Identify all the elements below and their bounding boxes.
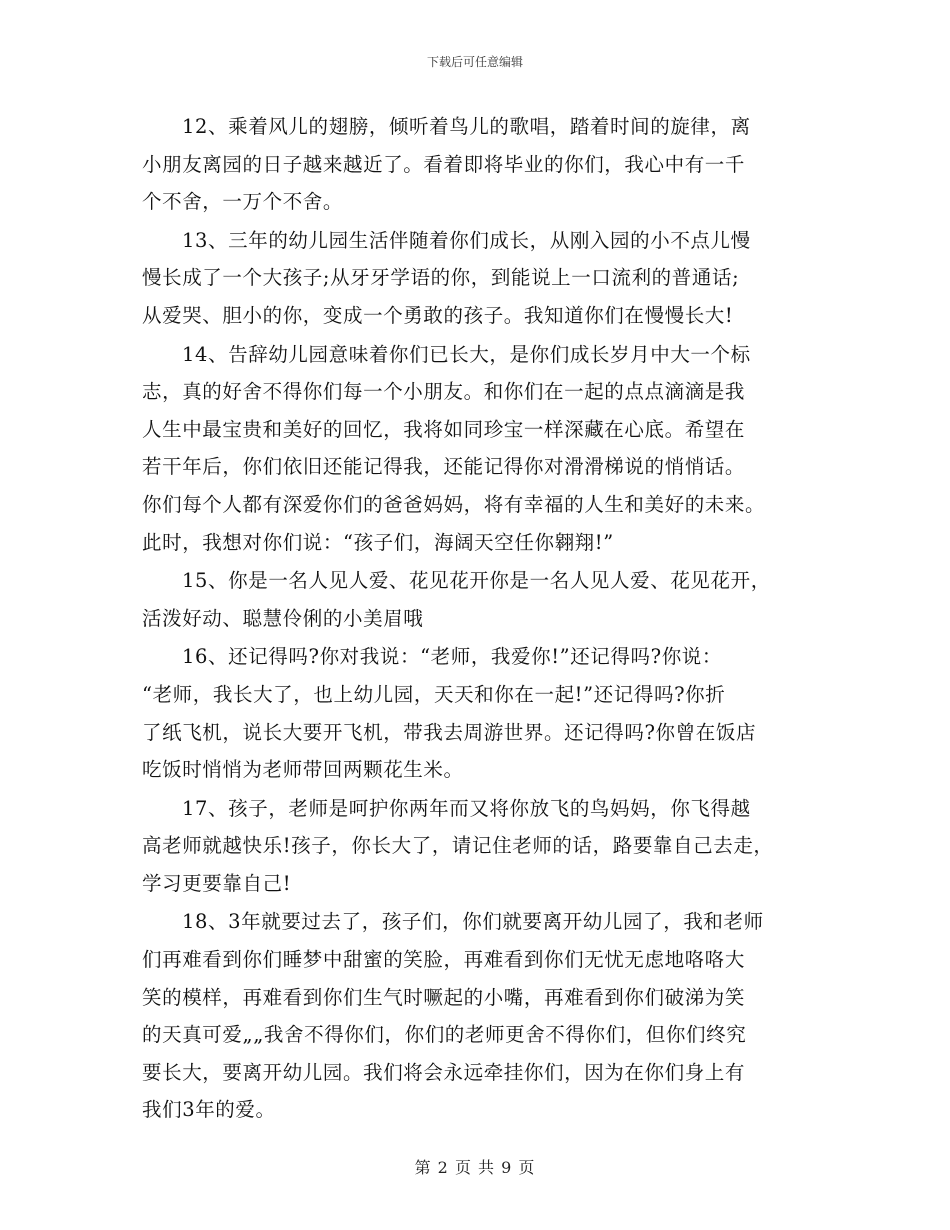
text-line: 人生中最宝贵和美好的回忆，我将如同珍宝一样深藏在心底。希望在 [142, 417, 746, 441]
text-line: 们再难看到你们睡梦中甜蜜的笑脸，再难看到你们无忧无虑地咯咯大 [142, 948, 746, 972]
text-line: 要长大，要离开幼儿园。我们将会永远牵挂你们，因为在你们身上有 [142, 1060, 746, 1084]
text-line: 15、你是一名人见人爱、花见花开你是一名人见人爱、花见花开， [182, 569, 771, 593]
text-line: 活泼好动、聪慧伶俐的小美眉哦 [142, 606, 424, 630]
page-number-footer: 第 2 页 共 9 页 [414, 1158, 536, 1177]
text-line: 慢长成了一个大孩子;从牙牙学语的你，到能说上一口流利的普通话; [142, 266, 740, 290]
text-line: 个不舍，一万个不舍。 [142, 190, 344, 214]
paragraph-18 [142, 903, 822, 1129]
page-header: 下载后可任意编辑 [426, 55, 523, 69]
paragraph-16 [142, 638, 822, 788]
document-body [142, 108, 822, 1130]
text-line: 18、3年就要过去了，孩子们，你们就要离开幼儿园了，我和老师 [182, 910, 764, 934]
paragraph-13 [142, 222, 822, 335]
text-line: 12、乘着风儿的翅膀，倾听着鸟儿的歌唱，踏着时间的旋律，离 [182, 115, 751, 138]
text-line: 小朋友离园的日子越来越近了。看着即将毕业的你们，我心中有一千 [142, 152, 746, 176]
text-line: 16、还记得吗?你对我说：“老师，我爱你!”还记得吗?你说： [182, 645, 722, 669]
text-line: “老师，我长大了，也上幼儿园，天天和你在一起!”还记得吗?你折 [142, 682, 726, 706]
text-line: 吃饭时悄悄为老师带回两颗花生米。 [142, 758, 464, 782]
text-line: 志，真的好舍不得你们每一个小朋友。和你们在一起的点点滴滴是我 [142, 380, 746, 404]
paragraph-15 [142, 562, 822, 637]
text-line: 若干年后，你们依旧还能记得我，还能记得你对滑滑梯说的悄悄话。 [142, 455, 746, 479]
paragraph-14 [142, 336, 822, 562]
paragraph-17 [142, 790, 822, 903]
text-line: 你们每个人都有深爱你们的爸爸妈妈，将有幸福的人生和美好的未来。 [142, 492, 766, 516]
text-line: 此时，我想对你们说：“孩子们，海阔天空任你翱翔!” [142, 530, 614, 554]
text-line: 13、三年的幼儿园生活伴随着你们成长，从刚入园的小不点儿慢 [182, 228, 751, 252]
text-line: 14、告辞幼儿园意味着你们已长大，是你们成长岁月中大一个标 [182, 342, 751, 366]
text-line: 了纸飞机，说长大要开飞机，带我去周游世界。还记得吗?你曾在饭店 [142, 720, 757, 744]
text-line: 我们3年的爱。 [142, 1098, 276, 1122]
text-line: 的天真可爱„„我舍不得你们，你们的老师更舍不得你们，但你们终究 [142, 1023, 747, 1047]
text-line: 高老师就越快乐!孩子，你长大了，请记住老师的话，路要靠自己去走， [142, 834, 774, 858]
paragraph-12 [142, 108, 822, 221]
text-line: 学习更要靠自己! [142, 871, 292, 895]
text-line: 从爱哭、胆小的你，变成一个勇敢的孩子。我知道你们在慢慢长大! [142, 303, 734, 327]
text-line: 17、孩子，老师是呵护你两年而又将你放飞的鸟妈妈，你飞得越 [182, 796, 751, 820]
text-line: 笑的模样，再难看到你们生气时噘起的小嘴，再难看到你们破涕为笑 [142, 985, 746, 1009]
